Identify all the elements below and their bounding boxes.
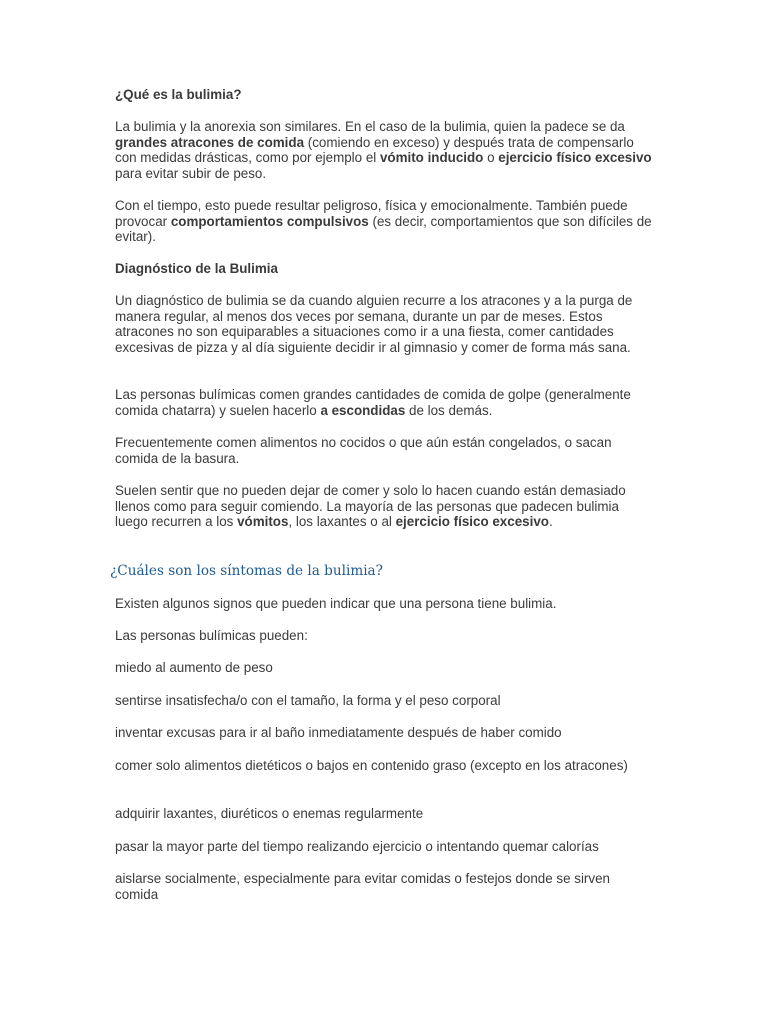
paragraph-1 <box>115 119 655 181</box>
paragraph-4 <box>115 387 655 418</box>
bold-text: vómito inducido <box>379 150 484 166</box>
list-item: aislarse socialmente, especialmente para evitar comidas o festejos donde se sirven comida <box>115 871 610 902</box>
paragraph-6 <box>115 483 655 530</box>
text: (es decir, comportamientos que son difíciles de evitar). <box>115 213 652 245</box>
text: (comiendo en exceso) y después trata de compensarlo con medidas drásticas, como por ejemplo el <box>115 134 634 166</box>
text: de los demás. <box>405 402 493 418</box>
bold-text: comportamientos compulsivos <box>170 213 369 229</box>
text: Las personas bulímicas comen grandes cantidades de comida de golpe (generalmente comida chatarra) y suelen hacerlo <box>115 387 631 418</box>
bold-text: a escondidas <box>320 402 406 418</box>
list-item: pasar la mayor parte del tiempo realizando ejercicio o intentando quemar calorías <box>115 839 599 854</box>
paragraph-8: Las personas bulímicas pueden: <box>115 628 308 643</box>
text: , los laxantes o al <box>288 514 396 530</box>
text: Con el tiempo, esto puede resultar peligroso, física y emocionalmente. También puede provocar <box>115 198 628 229</box>
list-item: sentirse insatisfecha/o con el tamaño, la forma y el peso corporal <box>115 693 501 708</box>
bold-text: grandes atracones de comida <box>115 134 305 150</box>
list-item: inventar excusas para ir al baño inmediatamente después de haber comido <box>115 725 562 740</box>
text: o <box>483 150 499 166</box>
heading-sintomas: ¿Cuáles son los síntomas de la bulimia? <box>110 563 383 579</box>
list-item: miedo al aumento de peso <box>115 660 273 675</box>
text: La bulimia y la anorexia son similares. En el caso de la bulimia, quien la padece se da <box>115 119 625 134</box>
heading-que-es: ¿Qué es la bulimia? <box>115 87 242 102</box>
heading-diagnostico: Diagnóstico de la Bulimia <box>115 261 278 276</box>
bold-text: vómitos <box>237 514 289 530</box>
paragraph-3: Un diagnóstico de bulimia se da cuando alguien recurre a los atracones y a la purga de manera regular, al menos dos veces por semana, durante un par de meses. Estos atracones no son equiparables a situaciones como ir a una fiesta, comer cantidades excesivas de pizza y al día siguiente decidir ir al gimnasio y comer de forma más sana. <box>115 293 633 355</box>
paragraph-7: Existen algunos signos que pueden indicar que una persona tiene bulimia. <box>115 596 557 611</box>
text: . <box>548 514 553 530</box>
list-item: adquirir laxantes, diuréticos o enemas regularmente <box>115 806 424 821</box>
paragraph-5: Frecuentemente comen alimentos no cocidos o que aún están congelados, o sacan comida de la basura. <box>115 435 612 466</box>
paragraph-2 <box>115 198 655 245</box>
text: para evitar subir de peso. <box>115 165 267 181</box>
bold-text: ejercicio físico excesivo <box>395 514 549 530</box>
bold-text: ejercicio físico excesivo <box>498 150 652 166</box>
text: Suelen sentir que no pueden dejar de comer y solo lo hacen cuando están demasiado llenos como para seguir comiendo. La mayoría de las personas que padecen bulimia luego recurren a los <box>115 483 626 530</box>
list-item: comer solo alimentos dietéticos o bajos en contenido graso (excepto en los atracones) <box>115 758 628 773</box>
